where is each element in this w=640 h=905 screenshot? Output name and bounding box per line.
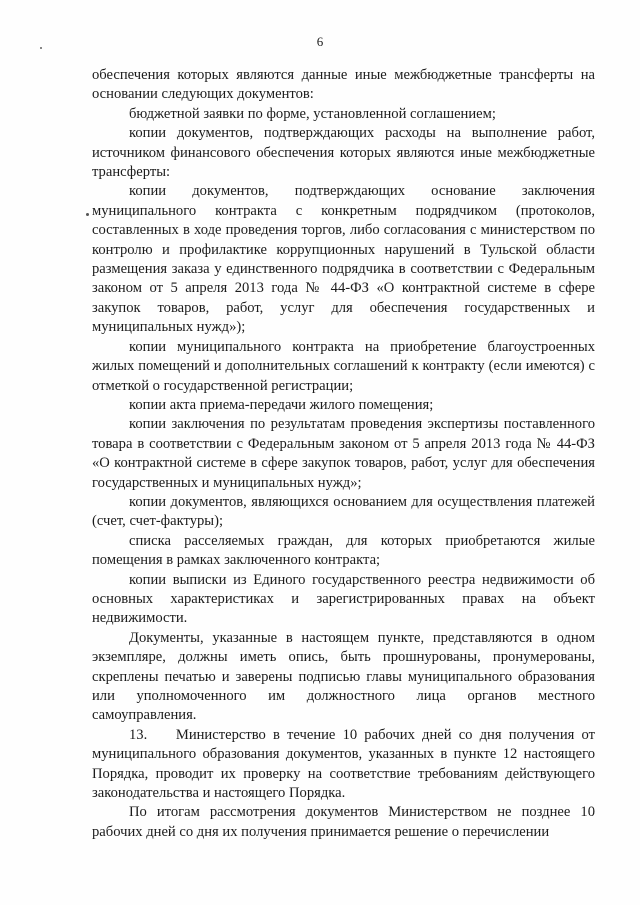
paragraph: бюджетной заявки по форме, установленной соглашением; — [129, 105, 496, 122]
paragraph: Документы, указанные в настоящем пункте, представляются в одном экземпляре, должны иметь опись, быть прошнурованы, пронумерованы, скреплены печатью и заверены подписью главы муниципального образования или уполномоченного им должностного лица органов местного самоуправления. — [92, 629, 595, 724]
paragraph: По итогам рассмотрения документов Министерством не позднее 10 рабочих дней со дня их получения принимается решение о перечислении — [92, 804, 595, 840]
paragraph: обеспечения которых являются данные иные межбюджетные трансферты на основании следующих документов: — [92, 67, 595, 103]
paragraph-section-13: 13. Министерство в течение 10 рабочих дней со дня получения от муниципального образования документов, указанных в пункте 12 настоящего Порядка, проводит их проверку на соответствие требованиям действующего законодательства и настоящего Порядка. — [92, 726, 595, 802]
scan-speck — [86, 213, 89, 216]
paragraph: копии документов, подтверждающих основание заключения муниципального контракта с конкретным подрядчиком (протоколов, составленных в ходе проведения торгов, либо согласования с министерством по контролю и профилактике коррупционных нарушений в Тульской области размещения заказа у единственного подрядчика в соответствии с Федеральным законом от 5 апреля 2013 года № 44-ФЗ «О контрактной системе в сфере закупок товаров, работ, услуг для обеспечения государственных и муниципальных нужд»); — [92, 183, 595, 336]
paragraph: копии выписки из Единого государственного реестра недвижимости об основных характеристиках и зарегистрированных правах на объект недвижимости. — [92, 571, 595, 627]
paragraph: копии муниципального контракта на приобретение благоустроенных жилых помещений и дополнительных соглашений к контракту (если имеются) с отметкой о государственной регистрации; — [92, 338, 595, 394]
paragraph: копии документов, являющихся основанием для осуществления платежей (счет, счет-фактуры); — [92, 493, 595, 530]
paragraph: копии акта приема-передачи жилого помещения; — [129, 396, 434, 413]
paragraph: списка расселяемых граждан, для которых приобретаются жилые помещения в рамках заключенного контракта; — [92, 532, 595, 569]
page-number: 6 — [316, 34, 324, 49]
paragraph: копии заключения по результатам проведения экспертизы поставленного товара в соответствии с Федеральным законом от 5 апреля 2013 года № 44-ФЗ «О контрактной системе в сфере закупок товаров, работ, услуг для обеспечения государственных и муниципальных нужд»; — [92, 416, 595, 491]
document-body — [92, 66, 595, 842]
paragraph: копии документов, подтверждающих расходы на выполнение работ, источником финансового обеспечения которых являются иные межбюджетные трансферты: — [92, 125, 595, 181]
